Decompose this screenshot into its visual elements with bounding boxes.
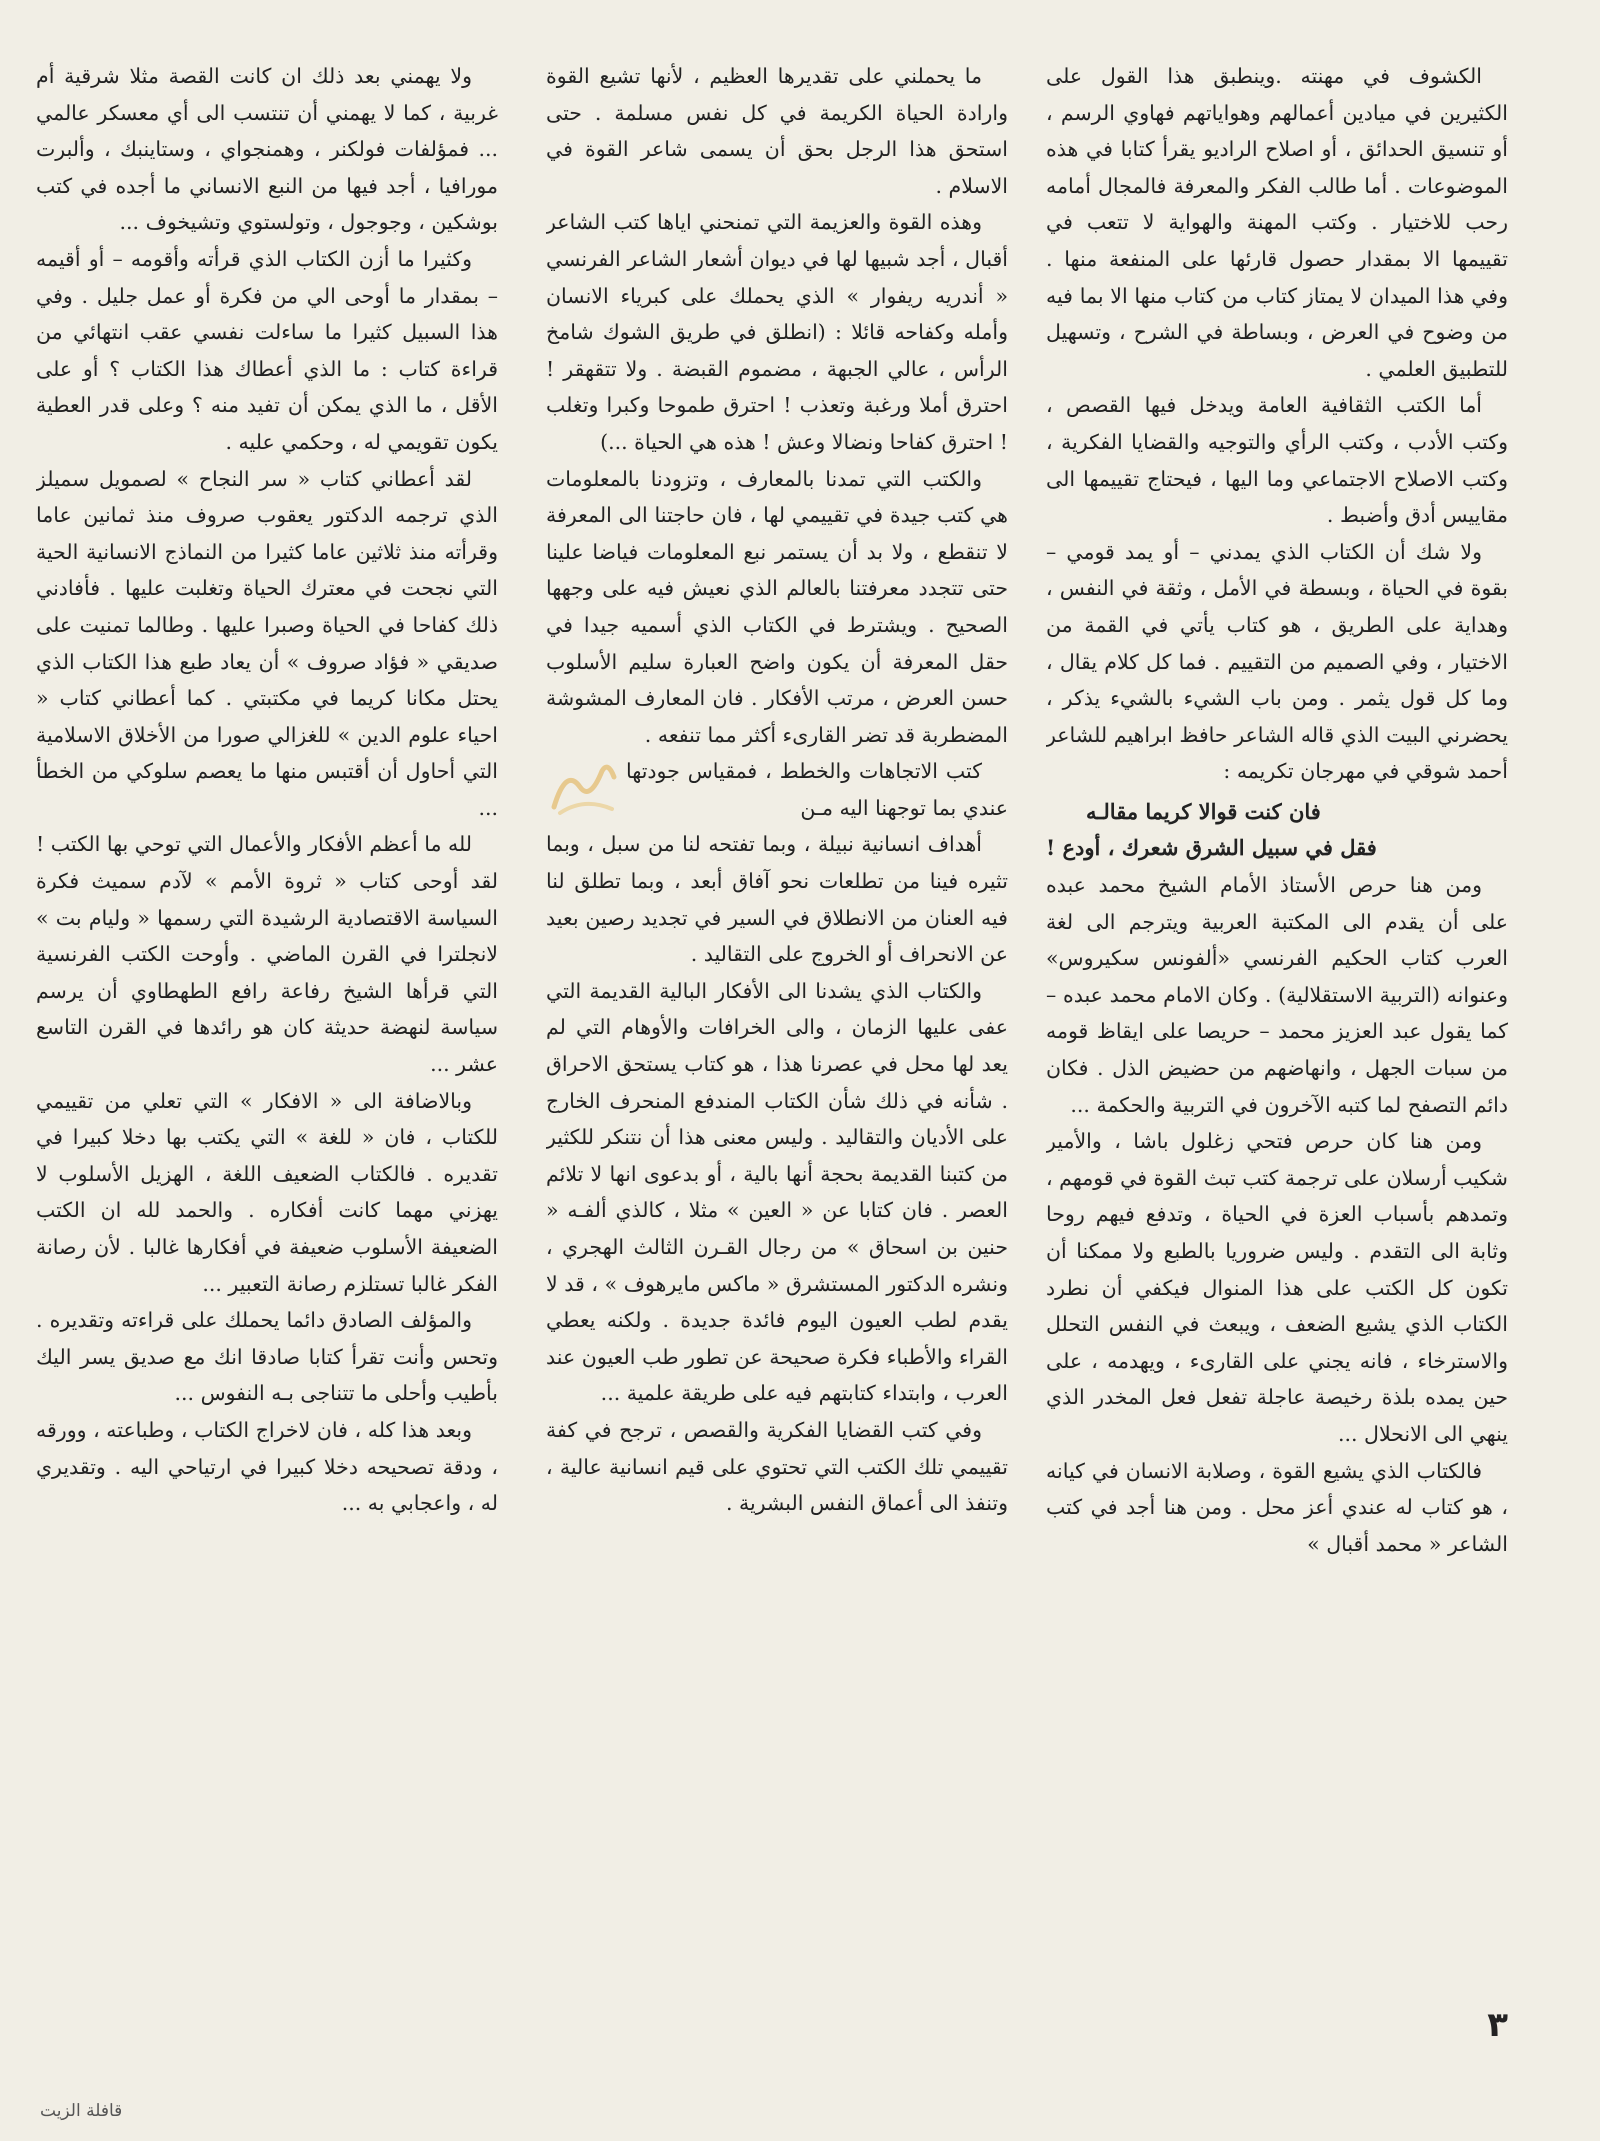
column-right (1046, 58, 1508, 1970)
paragraph: وبالاضافة الى « الافكار » التي تعلي من تقييمي للكتاب ، فان « للغة » التي يكتب بها دخلا كبيرا في تقديره . فالكتاب الضعيف اللغة ، الهزيل الأسلوب لا يهزني مهما كانت أفكاره . والحمد لله ان الكتب الضعيفة الأسلوب ضعيفة في أفكارها غالبا . لأن رصانة الفكر غالبا تستلزم رصانة التعبير ... (36, 1088, 498, 1296)
inset-text: كتب الاتجاهات والخطط ، فمقياس جودتها عندي بما توجهنا اليه مـن (626, 759, 1008, 820)
paragraph: ولا يهمني بعد ذلك ان كانت القصة مثلا شرقية أم غربية ، كما لا يهمني أن تنتسب الى أي معسكر عالمي ... فمؤلفات فولكنر ، وهمنجواي ، وستاينبك ، وألبرت مورافيا ، أجد فيها من النبع الانساني ما أجده في كتب بوشكين ، وجوجول ، وتولستوي وتشيخوف ... (36, 64, 498, 235)
ornament-icon (546, 757, 620, 821)
paragraph: وفي كتب القضايا الفكرية والقصص ، ترجح في كفة تقييمي تلك الكتب التي تحتوي على قيم انسانية عالية ، وتنفذ الى أعماق النفس البشرية . (546, 1417, 1008, 1516)
paragraph: والكتب التي تمدنا بالمعارف ، وتزودنا بالمعلومات هي كتب جيدة في تقييمي لها ، فان حاجتنا الى المعرفة لا تنقطع ، ولا بد أن يستمر نبع المعلومات فياضا علينا حتى تتجدد معرفتنا بالعالم الذي نعيش فيه على وجهها الصحيح . ويشترط في الكتاب الذي أسميه جيدا في حقل المعرفة أن يكون واضح العبارة سليم الأسلوب حسن العرض ، مرتب الأفكار . فان المعارف المشوشة المضطربة قد تضر القارىء أكثر مما تنفعه . (546, 466, 1008, 747)
paragraph: أما الكتب الثقافية العامة ويدخل فيها القصص ، وكتب الأدب ، وكتب الرأي والتوجيه والقضايا الفكرية ، وكتب الاصلاح الاجتماعي وما اليها ، فيحتاج تقييمها الى مقاييس أدق وأضبط . (1046, 393, 1508, 528)
poem-verse (1046, 794, 1508, 867)
paragraph: لقد أعطاني كتاب « سر النجاح » لصمويل سميلز الذي ترجمه الدكتور يعقوب صروف منذ ثمانين عاما وقرأته منذ ثلاثين عاما كثيرا من النماذج الانسانية الحية التي نجحت في معترك الحياة وتغلبت عليها . فأفادني ذلك كفاحا في الحياة وصبرا عليها . وطالما تمنيت على صديقي « فؤاد صروف » أن يعاد طبع هذا الكتاب الذي يحتل مكانا كريما في مكتبتي . كما أعطاني كتاب « احياء علوم الدين » للغزالي صورا من الأخلاق الاسلامية التي أحاول أن أقتبس منها ما يعصم سلوكي من الخطأ ... (36, 466, 498, 820)
poem-line-2: فقل في سبيل الشرق شعرك ، أودع ! (1046, 835, 1377, 861)
paragraph-with-ornament (546, 753, 1008, 826)
column-left (36, 58, 498, 1970)
paragraph: فالكتاب الذي يشيع القوة ، وصلابة الانسان في كيانه ، هو كتاب له عندي أعز محل . ومن هنا أجد في كتب الشاعر « محمد أقبال » (1046, 1458, 1508, 1556)
paragraph: والكتاب الذي يشدنا الى الأفكار البالية القديمة التي عفى عليها الزمان ، والى الخرافات والأوهام التي لم يعد لها محل في عصرنا هذا ، هو كتاب يستحق الاحراق . شأنه في ذلك شأن الكتاب المندفع المنحرف الخارج على الأديان والتقاليد . وليس معنى هذا أن نتنكر للكثير من كتبنا القديمة بحجة أنها بالية ، أو بدعوى انها لا تلائم العصر . فان كتابا عن « العين » مثلا ، كالذي ألفـه « حنين بن اسحاق » من رجال القـرن الثالث الهجري ، ونشره الدكتور المستشرق « ماكس مايرهوف » ، قد لا يقدم لطب العيون اليوم فائدة جديدة . ولكنه يعطي القراء والأطباء فكرة صحيحة عن تطور طب العيون عند العرب ، وابتداء كتابتهم فيه على طريقة علمية ... (546, 978, 1008, 1406)
paragraph: لله ما أعظم الأفكار والأعمال التي توحي بها الكتب ! لقد أوحى كتاب « ثروة الأمم » لآدم سميث فكرة السياسة الاقتصادية الرشيدة التي رسمها « وليام بت » لانجلترا في القرن الماضي . وأوحت الكتب الفرنسية التي قرأها الشيخ رفاعة رافع الطهطاوي أن يرسم سياسة لنهضة حديثة كان هو رائدها في القرن التاسع عشر ... (36, 832, 498, 1077)
poem-line-1: فان كنت قوالا كريما مقالـه (1086, 798, 1321, 824)
paragraph: ومن هنا حرص الأستاذ الأمام الشيخ محمد عبده على أن يقدم الى المكتبة العربية ويترجم الى لغة العرب كتاب الحكيم الفرنسي «ألفونس سكيروس» وعنوانه (التربية الاستقلالية) . وكان الامام محمد عبده – كما يقول عبد العزيز محمد – حريصا على ايقاظ قومه من سبات الجهل ، وانهاضهم من حضيض الذل . فكان دائم التصفح لما كتبه الآخرون في التربية والحكمة ... (1046, 873, 1508, 1117)
paragraph: والمؤلف الصادق دائما يحملك على قراءته وتقديره . وتحس وأنت تقرأ كتابا صادقا انك مع صديق يسر اليك بأطيب وأحلى ما تتناجى بـه النفوس ... (36, 1308, 498, 1406)
paragraph: وبعد هذا كله ، فان لاخراج الكتاب ، وطباعته ، وورقه ، ودقة تصحيحه دخلا كبيرا في ارتياحي اليه . وتقديري له ، واعجابي به ... (36, 1417, 498, 1516)
paragraph: أهداف انسانية نبيلة ، وبما تفتحه لنا من سبل ، وبما تثيره فينا من تطلعات نحو آفاق أبعد ، وبما تطلق لنا فيه العنان من الانطلاق في السير في تجديد رصين بعيد عن الانحراف أو الخروج على التقاليد . (546, 832, 1008, 967)
paragraph: وكثيرا ما أزن الكتاب الذي قرأته وأقومه – أو أقيمه – بمقدار ما أوحى الي من فكرة أو عمل جليل . وفي هذا السبيل كثيرا ما ساءلت نفسي عقب انتهائي من قراءة كتاب : ما الذي أعطاك هذا الكتاب ؟ أو على الأقل ، ما الذي يمكن أن تفيد منه ؟ وعلى قدر العطية يكون تقويمي له ، وحكمي عليه . (36, 246, 498, 454)
paragraph: الكشوف في مهنته .وينطبق هذا القول على الكثيرين في ميادين أعمالهم وهواياتهم فهاوي الرسم ، أو تنسيق الحدائق ، أو اصلاح الراديو يقرأ كتابا في هذه الموضوعات . أما طالب الفكر والمعرفة فالمجال أمامه رحب للاختيار . وكتب المهنة والهواية لا تتعب في تقييمها الا بمقدار حصول قارئها على المنفعة منها . وفي هذا الميدان لا يمتاز كتاب من كتاب منها الا بما فيه من وضوح في العرض ، وبساطة في الشرح ، وتسهيل للتطبيق العلمي . (1046, 64, 1508, 381)
column-middle (546, 58, 1008, 1970)
paragraph: ما يحملني على تقديرها العظيم ، لأنها تشيع القوة وارادة الحياة الكريمة في كل نفس مسلمة . حتى استحق هذا الرجل بحق أن يسمى شاعر القوة في الاسلام . (546, 64, 1008, 198)
paragraph: ومن هنا كان حرص فتحي زغلول باشا ، والأمير شكيب أرسلان على ترجمة كتب تبث القوة في قومهم ، وتمدهم بأسباب العزة في الحياة ، وتدفع فيهم روحا وثابة الى التقدم . وليس ضروريا بالطبع ولا ممكنا أن تكون كل الكتب على هذا المنوال فيكفي أن نطرد الكتاب الذي يشيع الضعف ، ويبعث في النفس التحلل والاسترخاء ، فانه يجني على القارىء ، ويهدمه ، على حين يمده بلذة رخيصة عاجلة تفعل فعل المخدر الذي ينهي الى الانحلال ... (1046, 1129, 1508, 1446)
magazine-name: قافلة الزيت (40, 2101, 123, 2121)
paragraph: وهذه القوة والعزيمة التي تمنحني اياها كتب الشاعر أقبال ، أجد شبيها لها في ديوان أشعار الشاعر الفرنسي « أندريه ريفوار » الذي يحملك على كبرياء الانسان وأمله وكفاحه قائلا : (انطلق في طريق الشوك شامخ الرأس ، عالي الجبهة ، مضموم القبضة . ولا تتقهقر ! احترق أملا ورغبة وتعذب ! احترق طموحا وكبرا وتغلب ! احترق كفاحا ونضالا وعش ! هذه هي الحياة ...) (546, 210, 1008, 454)
paragraph: ولا شك أن الكتاب الذي يمدني – أو يمد قومي – بقوة في الحياة ، وبسطة في الأمل ، وثقة في النفس ، وهداية على الطريق ، هو كتاب يأتي في القمة من الاختيار ، وفي الصميم من التقييم . فما كل كلام يقال ، وما كل قول يثمر . ومن باب الشيء بالشيء يذكر ، يحضرني البيت الذي قاله الشاعر حافظ ابراهيم للشاعر أحمد شوقي في مهرجان تكريمه : (1046, 539, 1508, 784)
page-number: ٣ (1487, 2005, 1508, 2045)
